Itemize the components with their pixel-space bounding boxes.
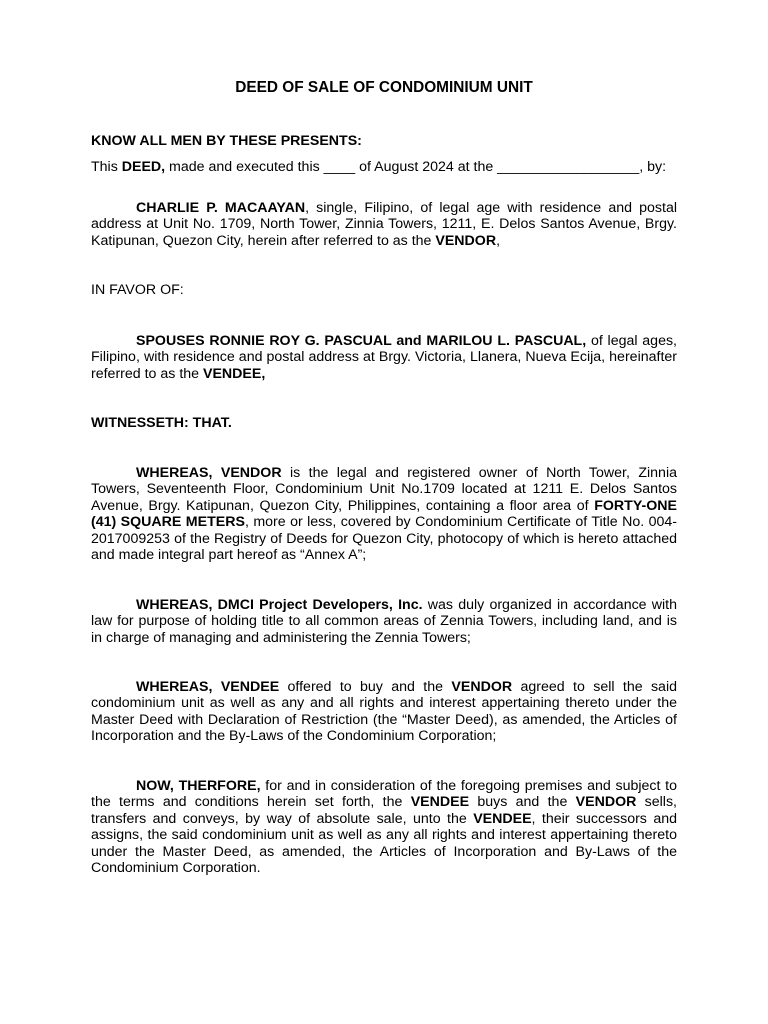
whereas1-text-1: is the legal and registered owner of North Tower, Zinnia Towers, Seventeenth Floor, Condominium Unit No.1709 located at 1211 E. Delos Santos Avenue, Brgy. Katipunan, Quezon City, Philippines, containing a floor area of bbox=[91, 465, 677, 514]
whereas1-text-2: , more or less, covered by Condominium Certificate of Title No. 004-2017009253 of the Registry of Deeds for Quezon City, photocopy of which is hereto attached and made integral part hereof as “Annex A”; bbox=[91, 514, 677, 564]
vendor-text-1: , single, Filipino, of legal age with residence and postal address at Unit No. 1709, North Tower, Zinnia Towers, 1211, E. Delos Santos Avenue, Brgy. Katipunan, Quezon City, herein after referred to as the bbox=[91, 200, 677, 249]
now-therefore-text-2: buys and the bbox=[469, 794, 576, 811]
now-therefore-text-3: sells, transfers and conveys, by way of absolute sale, unto the bbox=[91, 794, 677, 827]
whereas3-vendor: VENDOR bbox=[451, 679, 513, 695]
whereas3-lead: WHEREAS, VENDEE bbox=[136, 679, 280, 695]
now-therefore-vendee-1: VENDEE bbox=[410, 794, 470, 811]
vendor-text-2: , bbox=[496, 232, 501, 249]
vendor-label: VENDOR bbox=[435, 232, 497, 249]
whereas-vendor-paragraph bbox=[91, 465, 677, 563]
whereas-vendee-paragraph bbox=[91, 679, 677, 745]
know-all-heading: KNOW ALL MEN BY THESE PRESENTS: bbox=[91, 133, 362, 149]
whereas-dmci-paragraph bbox=[91, 597, 677, 646]
witnesseth-heading: WITNESSETH: THAT. bbox=[91, 415, 232, 431]
now-therefore-vendee-2: VENDEE bbox=[473, 810, 532, 827]
whereas3-text-1: offered to buy and the bbox=[279, 679, 452, 695]
vendee-names: SPOUSES RONNIE ROY G. PASCUAL and MARILOU L. PASCUAL, bbox=[136, 333, 587, 349]
vendee-text-1: of legal ages, Filipino, with residence and postal address at Brgy. Victoria, Llanera, Nueva Ecija, hereinafter referred to as the bbox=[91, 333, 677, 382]
now-therefore-vendor: VENDOR bbox=[575, 794, 637, 811]
intro-paragraph bbox=[91, 159, 677, 175]
vendor-paragraph bbox=[91, 200, 677, 249]
now-therefore-lead: NOW, THERFORE, bbox=[136, 778, 261, 794]
whereas3-text-2: agreed to sell the said condominium unit as well as any and all rights and interest appertaining thereto under the Master Deed with Declaration of Restriction (the “Master Deed), as amended, the Articles of Incorporation and the By-Laws of the Condominium Corporation; bbox=[91, 679, 677, 745]
whereas1-area: FORTY-ONE (41) SQUARE METERS bbox=[91, 497, 677, 531]
intro-text-1: This bbox=[91, 159, 122, 175]
whereas1-lead: WHEREAS, VENDOR bbox=[136, 465, 282, 481]
document-title: DEED OF SALE OF CONDOMINIUM UNIT bbox=[235, 79, 533, 96]
intro-deed-bold: DEED, bbox=[121, 159, 166, 175]
vendee-label: VENDEE, bbox=[202, 365, 266, 382]
whereas2-lead: WHEREAS, DMCI Project Developers, Inc. bbox=[136, 597, 423, 613]
intro-text-2: made and executed this ____ of August 2024 at the __________________, by: bbox=[165, 159, 667, 175]
now-therefore-text-4: , their successors and assigns, the said condominium unit as well as any all rights and interest appertaining thereto under the Master Deed, as amended, the Articles of Incorporation and By-Laws of the Condominium Corporation. bbox=[91, 810, 678, 877]
vendee-paragraph bbox=[91, 333, 677, 382]
now-therefore-paragraph bbox=[91, 778, 677, 876]
vendor-name: CHARLIE P. MACAAYAN bbox=[136, 200, 306, 216]
whereas2-text-1: was duly organized in accordance with law for purpose of holding title to all common areas of Zennia Towers, including land, and is in charge of managing and administering the Zennia Towers; bbox=[91, 597, 678, 646]
now-therefore-text-1: for and in consideration of the foregoing premises and subject to the terms and conditions herein set forth, the bbox=[91, 778, 678, 811]
in-favor-heading: IN FAVOR OF: bbox=[91, 282, 184, 298]
